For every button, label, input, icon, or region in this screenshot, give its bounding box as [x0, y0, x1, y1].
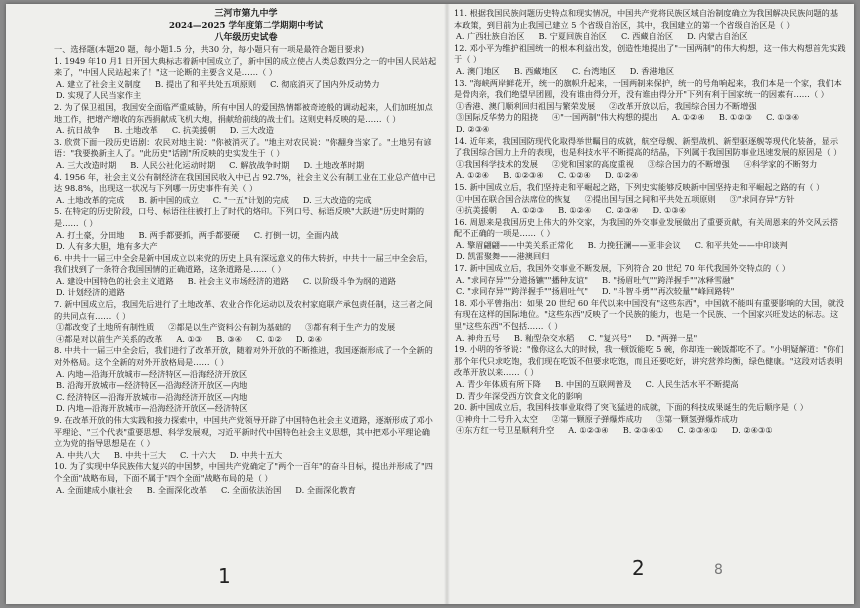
answer-option: ②党和国家的高度重视 — [551, 158, 634, 169]
answer-option: D. 计划经济的道路 — [56, 287, 125, 298]
answer-option: ②改革开放以后，我国综合国力不断增强 — [609, 100, 757, 111]
answer-option: A. 澳门地区 — [456, 65, 500, 76]
question-options — [54, 160, 438, 172]
question — [454, 78, 846, 136]
question — [54, 102, 438, 137]
question-stem: 18. 邓小平曾指出：如果 20 世纪 60 年代以来中国没有"这些东西"，中国就不能叫有重要影响的大国，就没有现在这样的国际地位。"这些东西"反映了一个民族的能力，也是一个民族、一个国家兴旺发达的标志。这里"这些东西"不包括……（ ） — [454, 297, 845, 332]
question-options — [454, 379, 846, 402]
question-options — [54, 322, 438, 345]
question-options — [454, 101, 846, 136]
answer-option: A. 三大改造时期 — [56, 159, 117, 170]
answer-option: B. 人民公社化运动时期 — [130, 159, 216, 170]
page-fold — [444, 4, 450, 604]
left-column — [54, 8, 438, 600]
question-options — [54, 450, 438, 462]
answer-option: D. ①②④ — [604, 170, 639, 181]
answer-option: D. 凯雷聚舞——港澳回归 — [456, 251, 550, 262]
answer-option: ②第一颗原子弹爆炸成功 — [551, 413, 642, 424]
answer-option: A. ①③ — [176, 333, 203, 344]
answer-option: B. 宁夏回族自治区 — [538, 31, 607, 42]
answer-option: D. 三大改造的完成 — [302, 194, 372, 205]
answer-option: B. ③④ — [216, 333, 243, 344]
section-instructions: 一、选择题(本题20 题，每小题1.5 分，共30 分，每小题只有一项是最符合题目要求) — [54, 44, 365, 54]
page-number-left: 1 — [218, 564, 231, 588]
question — [454, 298, 846, 344]
answer-option: B. 提出了和平共处五项原则 — [154, 78, 257, 89]
question-stem: 12. 邓小平为维护祖国统一的根本利益出发，创造性地提出了"一国两制"的伟大构想，这一伟大构想首先实践于（ ） — [454, 42, 846, 65]
question-options — [54, 369, 438, 415]
question-stem: 14. 近年来，我国国防现代化取得举世瞩目的成就，航空母舰、新型战机、新型驱逐舰等现代化装备，显示了我国综合国力上升的表现，也是科技水平不断提高的结晶，下列属于我国国防事业迅速发展的原因是（ ） — [454, 135, 842, 158]
question — [54, 299, 438, 345]
answer-option: D. ②④ — [296, 333, 323, 344]
question-stem: 6. 中共十一届三中全会是新中国成立以来党的历史上具有深远意义的伟大转折，中共十一届三中全会后，我们找到了一条符合我国国情的正确道路，这条道路是……（ ） — [54, 252, 433, 275]
answer-option: ③综合国力的不断增强 — [647, 158, 730, 169]
answer-option: D. 香港地区 — [629, 65, 675, 76]
answer-option: D. 中共十五大 — [229, 449, 283, 460]
answer-option: A. 内地—沿海开放城市—经济特区—沿海经济开放区 — [56, 368, 248, 379]
question-stem: 3. 欣赏下面一段历史语剧：农民对地主说："你被消灭了。"地主对农民说："你翻身当家了。"土地另有谚语："我要换新主人了。"此历史"话剧"所反映的史实发生于（ ） — [54, 136, 432, 159]
answer-option: ④都是对以前生产关系的改革 — [56, 333, 163, 344]
question-stem: 2. 为了保卫祖国，我国安全面临严重威胁，所有中国人的爱国热情都被奇迹般的调动起来，人们加班加点地工作，把增产增收的东西捐献成飞机大炮，捐献给前线的战士们。这则史料反映的是……（ ） — [54, 101, 433, 124]
question — [54, 253, 438, 299]
answer-option: ④科学家的不断努力 — [743, 158, 818, 169]
answer-option: B. 中国的互联网普及 — [554, 379, 632, 389]
answer-option: B. ②③④① — [622, 425, 664, 436]
question-stem: 16. 周恩来是我国历史上伟大的外交家，为我国的外交事业发展做出了重要贡献，有关周恩来的外交风云搭配不正确的一项是……（ ） — [454, 216, 839, 239]
answer-option: A. 神舟五号 — [456, 332, 500, 343]
answer-option: C. 解放战争时期 — [229, 159, 290, 170]
answer-option: B. ①②③ — [718, 112, 753, 123]
answer-option: A. ①②④ — [456, 170, 490, 181]
answer-option: D. 内蒙古自治区 — [687, 31, 748, 42]
answer-option: D. 人有多大胆，地有多大产 — [56, 241, 158, 252]
answer-option: ④东方红一号卫星顺利升空 — [456, 425, 555, 436]
question-options — [54, 125, 438, 137]
question — [454, 263, 846, 298]
answer-option: C. 全面依法治国 — [220, 484, 282, 495]
answer-option: A. ①②③ — [510, 205, 545, 216]
answer-option: D. 三大改造 — [229, 125, 275, 136]
question-options — [454, 159, 846, 182]
answer-option: C. "复兴号" — [588, 332, 632, 343]
answer-option: C. ①② — [256, 333, 283, 344]
left-question-list — [54, 56, 438, 497]
answer-option: ③"求同存异"方针 — [729, 193, 795, 204]
answer-option: C. "一五"计划的完成 — [212, 194, 289, 205]
answer-option: C. "求同存异""跨洋握手""扬眉吐气" — [456, 286, 589, 297]
answer-option: C. 西藏自治区 — [620, 31, 674, 42]
exam-term: 2024—2025 学年度第二学期期中考试 — [169, 21, 323, 31]
answer-option: ④抗美援朝 — [456, 205, 497, 216]
answer-option: ④"一国两制"伟大构想的提出 — [551, 112, 658, 123]
answer-option: A. "求同存异""分道扬镳""播种友谊" — [456, 274, 588, 285]
question — [54, 345, 438, 415]
question — [54, 415, 438, 461]
question-stem: 19. 小明的爷爷说："像你这么大的时候，我一顿饭能吃 5 碗，你却连一碗饭都吃不了。"小明疑解道："你们那个年代只求吃饱，我们现在吃饭不但要求吃饱，而且还要吃好，讲究营养均衡，绿色健康。"这段对话表明改革开放以来……（ ） — [454, 344, 844, 378]
question-options — [454, 275, 846, 298]
question — [454, 43, 846, 78]
question-stem: 15. 新中国成立后，我们坚持走和平崛起之路，下列史实能够反映新中国坚持走和平崛起之路的有（ ） — [454, 181, 825, 192]
answer-option: A. 打土豪，分田地 — [56, 229, 125, 240]
question-options — [454, 194, 846, 217]
answer-option: C. 台湾地区 — [571, 65, 616, 76]
question-options — [454, 66, 846, 78]
answer-option: B. 全面深化改革 — [146, 484, 207, 495]
answer-option: B. 力挽狂澜——亚非会议 — [587, 239, 681, 250]
answer-option: B. 土地改革 — [113, 125, 158, 136]
answer-option: ③第一颗氢弹爆炸成功 — [655, 413, 738, 424]
answer-option: B. 两手都要抓，两手都要硬 — [138, 229, 240, 240]
answer-option: ①香港、澳门顺利回归祖国与繁荣发展 — [456, 100, 596, 111]
answer-option: A. 土地改革的完成 — [56, 194, 125, 205]
answer-option: ③都有利于生产力的发展 — [305, 322, 396, 333]
question-stem: 9. 在改革开放的伟大实践和接力探索中，中国共产党领导开辟了中国特色社会主义道路，逐渐形成了邓小平理论、"三个代表"重要思想、科学发展观，习近平新时代中国特色社会主义思想，其中把邓小平理论确立为党的指导思想是在（ ） — [54, 415, 433, 449]
answer-option: D. "斗智斗勇""再次较量""峰回路转" — [602, 286, 735, 297]
question-stem: 4. 1956 年，社会主义公有制经济在我国国民收入中已占 92.7%，社会主义公有制工业在工业总产值中已达 98.8%，出现这一状况与下列哪一历史事件有关（ ） — [54, 171, 436, 194]
answer-option: D. 土地改革时期 — [303, 159, 365, 170]
answer-option: D. ②③④ — [456, 123, 490, 134]
answer-option: A. 中共八大 — [56, 449, 100, 460]
answer-option: ①都改变了土地所有制性质 — [56, 322, 155, 333]
answer-option: A. 全面建成小康社会 — [56, 484, 133, 495]
question-options — [54, 230, 438, 253]
right-question-list — [454, 8, 846, 437]
answer-option: B. ①②③④ — [503, 170, 544, 181]
answer-option: ①我国科学技术的发展 — [456, 158, 538, 169]
answer-option: C. 打倒一切，全面内战 — [253, 229, 339, 240]
question — [454, 344, 846, 402]
answer-option: C. 和平共处——中印谈判 — [694, 239, 788, 250]
answer-option: A. 建立了社会主义制度 — [56, 78, 141, 89]
answer-option: B. 社会主义市场经济的道路 — [187, 275, 289, 286]
question-options — [54, 276, 438, 299]
answer-option: B. 沿海开放城市—经济特区—沿海经济开放区—内地 — [56, 380, 248, 391]
question-stem: 10. 为了实现中华民族伟大复兴的中国梦，中国共产党确定了"两个一百年"的奋斗目标，提出并形成了"四个全面"战略布局，下面不属于"四个全面"战略布局的是（ ） — [54, 461, 433, 483]
question-options — [454, 414, 846, 437]
answer-option: C. 以阶级斗争为纲的道路 — [302, 275, 396, 286]
question-options — [54, 485, 438, 497]
answer-option: B. ①②④ — [558, 205, 592, 216]
right-column — [454, 8, 846, 600]
answer-option: A. ①②③④ — [568, 425, 609, 436]
question-stem: 11. 根据我国民族问题历史特点和现实情况，中国共产党将民族区域自治制度确立为我国解决民族问题的基本政策，到目前为止我国已建立 5 个省级自治区，其中，我国建立的第一个省级自治区是（ ） — [454, 8, 839, 30]
question — [54, 172, 438, 207]
answer-option: A. 建设中国特色的社会主义道路 — [56, 275, 174, 286]
answer-option: D. 内地—沿海开放城市—沿海经济开放区—经济特区 — [56, 403, 248, 414]
answer-option: A. 擎眉翩翩——中美关系正常化 — [456, 239, 574, 250]
question-stem: 7. 新中国成立后，我国先后进行了土地改革、农业合作化运动以及农村家庭联产承包责任制，这三者之间的共同点有……（ ） — [54, 299, 433, 321]
answer-option: A. 抗日战争 — [56, 125, 100, 136]
answer-option: D. ②④③① — [731, 425, 773, 436]
answer-option: B. 新中国的成立 — [138, 194, 199, 205]
answer-option: ③国际反华势力的阻挠 — [456, 112, 538, 123]
answer-option: B. "扬眉吐气""跨洋握手""冰释雪融" — [601, 274, 735, 285]
question — [454, 402, 846, 437]
answer-option: C. 彻底消灭了国内外反动势力 — [270, 78, 380, 89]
question-stem: 1. 1949 年10 月1 日开国大典标志着新中国成立了，新中国的成立使占人类总数四分之一的中国人民站起来了，"中国人民站起来了！"这一论断的主要含义是……（ ） — [54, 55, 437, 78]
answer-option: D. 青少年深受西方饮食文化的影响 — [456, 390, 583, 401]
question — [454, 8, 846, 43]
page-number-right: 2 — [632, 556, 645, 580]
question-options — [54, 79, 438, 102]
answer-option: A. 青少年体质有所下降 — [456, 379, 541, 389]
answer-option: C. 人民生活水平不断提高 — [645, 379, 739, 389]
question-options — [54, 195, 438, 207]
answer-option: D. "两弹一星" — [645, 332, 698, 343]
question-stem: 17. 新中国成立后，我国外交事业不断发展，下列符合 20 世纪 70 年代我国外交特点的（ ） — [454, 263, 791, 274]
answer-option: C. ①②④ — [557, 170, 591, 181]
question — [454, 217, 846, 263]
answer-option: A. ①②④ — [671, 112, 705, 123]
answer-option: A. 广西壮族自治区 — [456, 31, 525, 42]
answer-option: C. ②③④ — [605, 205, 639, 216]
answer-option: C. ②③④① — [677, 425, 718, 436]
exam-sheet — [6, 4, 854, 604]
question-stem: 8. 中共十一届三中全会后，我们进行了改革开放，随着对外开放的不断推进，我国逐渐形成了一个全新的对外格局。这个全新的对外开放格局是……（ ） — [54, 345, 433, 368]
answer-option: C. ①③④ — [766, 112, 800, 123]
answer-option: C. 十六大 — [180, 449, 216, 460]
answer-option: D. ①③④ — [652, 205, 687, 216]
answer-option: ②都是以生产资料公有制为基础的 — [168, 322, 292, 333]
question-stem: 20. 新中国成立后，我国科技事业取得了突飞猛进的成就，下面的科技成果诞生的先后顺序是（ ） — [454, 402, 808, 413]
answer-option: C. 经济特区—沿海开放城市—沿海经济开放区—内地 — [56, 391, 248, 402]
question-stem: 5. 在特定的历史阶段，口号、标语往往被打上了时代的烙印。下列口号、标语反映"大跃进"历史时期的是……（ ） — [54, 206, 425, 228]
answer-option: B. 籼型杂交水稻 — [513, 332, 575, 343]
question — [54, 461, 438, 496]
question-stem: 13. "海峡两岸鲜花开，统一的旗帜升起来，一国两制来保护，统一的号角响起来，我们本是一个家，我们本是骨肉亲，我们绝望早团圆，没有谁由得分开，没有谁由得分开"下列有利于国家统一的因素有……（ ） — [454, 77, 842, 100]
answer-option: ①中国在联合国合法席位的恢复 — [456, 193, 571, 204]
answer-option: C. 抗美援朝 — [171, 125, 216, 136]
answer-option: ②提出国与国之间和平共处五项原则 — [584, 193, 716, 204]
question — [454, 136, 846, 182]
answer-option: D. 全面深化教育 — [295, 484, 356, 495]
question — [54, 206, 438, 252]
answer-option: B. 西藏地区 — [513, 65, 558, 76]
answer-option: ①神舟十二号升入太空 — [456, 413, 538, 424]
exam-subject: 八年级历史试卷 — [214, 33, 278, 43]
question-options — [454, 333, 846, 345]
question-options — [454, 31, 846, 43]
answer-option: D. 实现了人民当家作主 — [56, 90, 142, 101]
question — [54, 56, 438, 102]
question — [454, 182, 846, 217]
question — [54, 137, 438, 172]
question-options — [454, 240, 846, 263]
page-number-faint: 8 — [714, 562, 723, 578]
school-name: 三河市第九中学 — [214, 9, 278, 19]
answer-option: B. 中共十三大 — [113, 449, 167, 460]
